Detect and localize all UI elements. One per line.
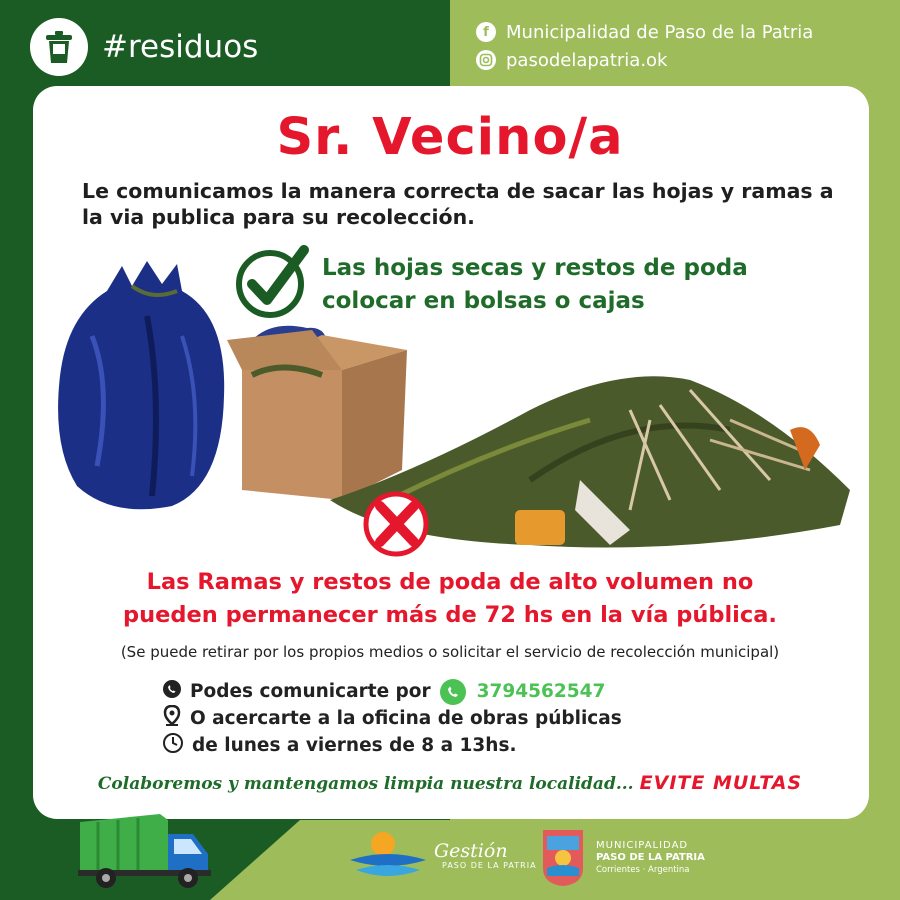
muni-label-1: MUNICIPALIDAD [596, 840, 689, 851]
good-line-2: colocar en bolsas o cajas [322, 288, 645, 314]
collection-note: (Se puede retirar por los propios medios o solicitar el servicio de recolección municipal) [120, 643, 780, 661]
contact-text: Podes comunicarte por [190, 681, 431, 702]
hours-text: de lunes a viernes de 8 a 13hs. [192, 735, 517, 756]
good-practice-text [322, 252, 822, 318]
good-line-1: Las hojas secas y restos de poda [322, 255, 748, 281]
instagram-link[interactable] [476, 46, 813, 74]
instagram-icon [476, 50, 496, 70]
contact-hours-row [162, 732, 622, 759]
whatsapp-icon [162, 679, 182, 704]
instagram-label: pasodelapatria.ok [506, 49, 668, 71]
social-links [476, 18, 813, 74]
clock-icon [162, 732, 184, 759]
municipality-shield-icon [538, 828, 588, 888]
whatsapp-green-icon [439, 678, 467, 706]
fines-warning: EVITE MULTAS [639, 772, 803, 794]
office-text: O acercarte a la oficina de obras públicas [190, 708, 622, 729]
contact-whatsapp-row [162, 678, 622, 705]
slogan-text: Colaboremos y mantengamos limpia nuestra localidad... [97, 774, 634, 794]
facebook-icon: f [476, 22, 496, 42]
muni-label-3: Corrientes · Argentina [596, 865, 690, 875]
gestion-emblem-icon [348, 828, 428, 883]
garbage-bag-image [52, 246, 232, 520]
hashtag-header [30, 18, 258, 76]
trash-bin-icon [30, 18, 88, 76]
facebook-label: Municipalidad de Paso de la Patria [506, 21, 814, 43]
check-icon [234, 244, 310, 324]
footer-slogan [0, 772, 900, 794]
municipality-logo [538, 828, 705, 888]
gestion-logo [348, 828, 537, 883]
phone-number: 3794562547 [476, 681, 606, 702]
prohibited-icon [360, 488, 432, 564]
gestion-title: Gestión [434, 840, 508, 862]
location-pin-icon [162, 705, 182, 732]
warning-text [0, 566, 900, 632]
muni-label-2: PASO DE LA PATRIA [596, 852, 705, 863]
garbage-truck-icon [78, 812, 213, 894]
notice-intro: Le comunicamos la manera correcta de sacar las hojas y ramas a la via publica para su recolección. [82, 179, 834, 229]
warning-line-2: pueden permanecer más de 72 hs en la vía pública. [123, 602, 777, 628]
notice-title: Sr. Vecino/a [276, 108, 624, 167]
gestion-subtitle: PASO DE LA PATRIA [442, 861, 537, 870]
contact-info [162, 678, 622, 759]
contact-office-row [162, 705, 622, 732]
facebook-link[interactable] [476, 18, 813, 46]
hashtag-text: #residuos [102, 29, 259, 65]
whatsapp-phone-link[interactable] [439, 678, 606, 706]
warning-line-1: Las Ramas y restos de poda de alto volumen no [146, 569, 754, 595]
